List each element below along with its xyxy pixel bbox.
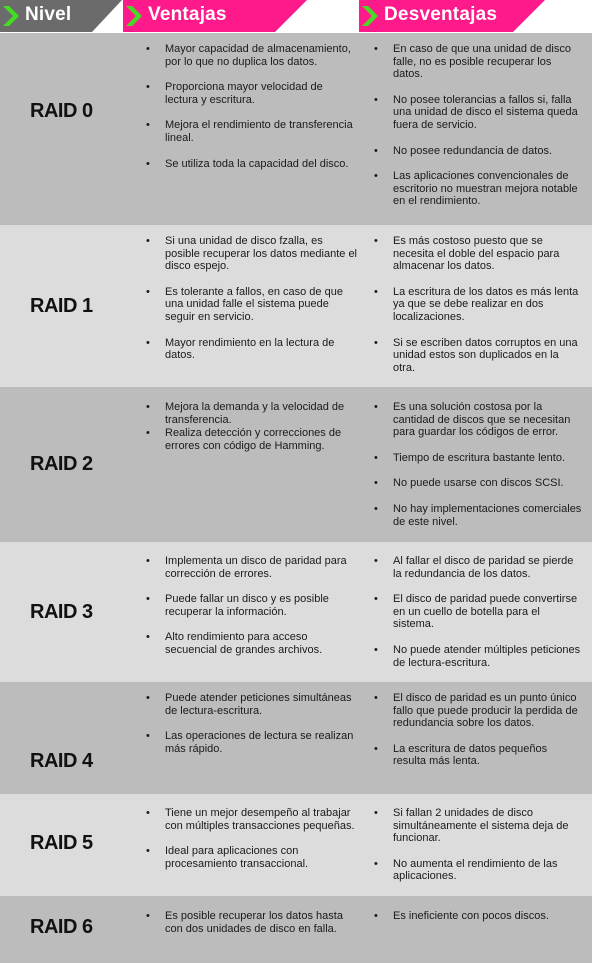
- desventajas-list: [374, 235, 582, 387]
- ventajas-list: [146, 43, 358, 183]
- ventajas-list: [146, 692, 358, 768]
- level-label: RAID 4: [30, 750, 93, 772]
- row-raid-3: [0, 542, 592, 682]
- green-chevron-arrow-icon: [126, 6, 142, 26]
- ventaja-item: • Mejora el rendimiento de transferencia lineal.: [146, 119, 358, 144]
- ventaja-item: • Si una unidad de disco fzalla, es posible recuperar los datos mediante el disco espejo.: [146, 235, 358, 273]
- row-raid-0: [0, 33, 592, 225]
- ventaja-item: • Ideal para aplicaciones con procesamiento transaccional.: [146, 845, 358, 870]
- ventaja-item: • Es tolerante a fallos, en caso de que una unidad falle el sistema puede seguir en servicio.: [146, 286, 358, 324]
- green-chevron-arrow-icon: [362, 6, 378, 26]
- row-raid-6: [0, 896, 592, 963]
- desventaja-item: • El disco de paridad puede convertirse en un cuello de botella para el sistema.: [374, 593, 582, 631]
- desventaja-item: • Tiempo de escritura bastante lento.: [374, 452, 582, 465]
- ventajas-list: [146, 807, 358, 883]
- desventaja-item: • No posee redundancia de datos.: [374, 145, 582, 158]
- row-raid-2: [0, 387, 592, 542]
- ventaja-item: • Puede fallar un disco y es posible recuperar la información.: [146, 593, 358, 618]
- header-ventajas-label: Ventajas: [148, 4, 227, 25]
- ventaja-item: • Implementa un disco de paridad para corrección de errores.: [146, 555, 358, 580]
- ventaja-item: • Realiza detección y correcciones de errores con código de Hamming.: [146, 427, 358, 452]
- desventaja-item: • Es más costoso puesto que se necesita el doble del espacio para almacenar los datos.: [374, 235, 582, 273]
- desventaja-item: • Es una solución costosa por la cantidad de discos que se necesitan para guardar los códigos de error.: [374, 401, 582, 439]
- ventaja-item: • Mejora la demanda y la velocidad de transferencia.: [146, 401, 358, 426]
- desventajas-list: [374, 555, 582, 682]
- row-raid-5: [0, 794, 592, 896]
- desventaja-item: • El disco de paridad es un punto único fallo que puede producir la perdida de redundancia sobre los datos.: [374, 692, 582, 730]
- green-chevron-arrow-icon: [3, 6, 19, 26]
- desventaja-item: • Si fallan 2 unidades de disco simultáneamente el sistema deja de funcionar.: [374, 807, 582, 845]
- header-nivel-label: Nivel: [25, 4, 72, 25]
- desventaja-item: • No hay implementaciones comerciales de este nivel.: [374, 503, 582, 528]
- header-desventajas-label: Desventajas: [384, 4, 498, 25]
- ventaja-item: • Es posible recuperar los datos hasta con dos unidades de disco en falla.: [146, 910, 358, 935]
- ventaja-item: • Se utiliza toda la capacidad del disco.: [146, 158, 358, 171]
- ventaja-item: • Proporciona mayor velocidad de lectura y escritura.: [146, 81, 358, 106]
- ventajas-list: [146, 401, 358, 465]
- desventaja-item: • No posee tolerancias a fallos si, falla una unidad de disco el sistema queda fuera de servicio.: [374, 94, 582, 132]
- ventaja-item: • Mayor rendimiento en la lectura de datos.: [146, 337, 358, 362]
- level-label: RAID 3: [30, 601, 93, 623]
- ventaja-item: • Tiene un mejor desempeño al trabajar con múltiples transacciones pequeñas.: [146, 807, 358, 832]
- desventaja-item: • La escritura de los datos es más lenta ya que se debe realizar en dos localizaciones.: [374, 286, 582, 324]
- desventajas-list: [374, 807, 582, 896]
- level-label: RAID 5: [30, 832, 93, 854]
- desventaja-item: • No puede usarse con discos SCSI.: [374, 477, 582, 490]
- ventaja-item: • Alto rendimiento para acceso secuencial de grandes archivos.: [146, 631, 358, 656]
- desventaja-item: • La escritura de datos pequeños resulta más lenta.: [374, 743, 582, 768]
- level-label: RAID 6: [30, 916, 93, 938]
- level-label: RAID 1: [30, 295, 93, 317]
- desventaja-item: • Es ineficiente con pocos discos.: [374, 910, 582, 923]
- ventajas-list: [146, 910, 358, 948]
- desventajas-list: [374, 910, 582, 936]
- ventajas-list: [146, 235, 358, 375]
- row-raid-1: [0, 225, 592, 387]
- desventajas-list: [374, 692, 582, 781]
- ventajas-list: [146, 555, 358, 670]
- desventaja-item: • En caso de que una unidad de disco falle, no es posible recuperar los datos.: [374, 43, 582, 81]
- ventaja-item: • Las operaciones de lectura se realizan más rápido.: [146, 730, 358, 755]
- desventaja-item: • Al fallar el disco de paridad se pierde la redundancia de los datos.: [374, 555, 582, 580]
- header-desventajas: [359, 0, 545, 32]
- header-ventajas: [123, 0, 307, 32]
- level-label: RAID 0: [30, 100, 93, 122]
- desventajas-list: [374, 43, 582, 221]
- desventaja-item: • Las aplicaciones convencionales de escritorio no muestran mejora notable en el rendimiento.: [374, 170, 582, 208]
- ventaja-item: • Puede atender peticiones simultáneas de lectura-escritura.: [146, 692, 358, 717]
- desventajas-list: [374, 401, 582, 541]
- desventaja-item: • No puede atender múltiples peticiones de lectura-escritura.: [374, 644, 582, 669]
- row-raid-4: [0, 682, 592, 794]
- ventaja-item: • Mayor capacidad de almacenamiento, por lo que no duplica los datos.: [146, 43, 358, 68]
- desventaja-item: • Si se escriben datos corruptos en una unidad estos son duplicados en la otra.: [374, 337, 582, 375]
- header-nivel: [0, 0, 122, 32]
- desventaja-item: • No aumenta el rendimiento de las aplicaciones.: [374, 858, 582, 883]
- level-label: RAID 2: [30, 453, 93, 475]
